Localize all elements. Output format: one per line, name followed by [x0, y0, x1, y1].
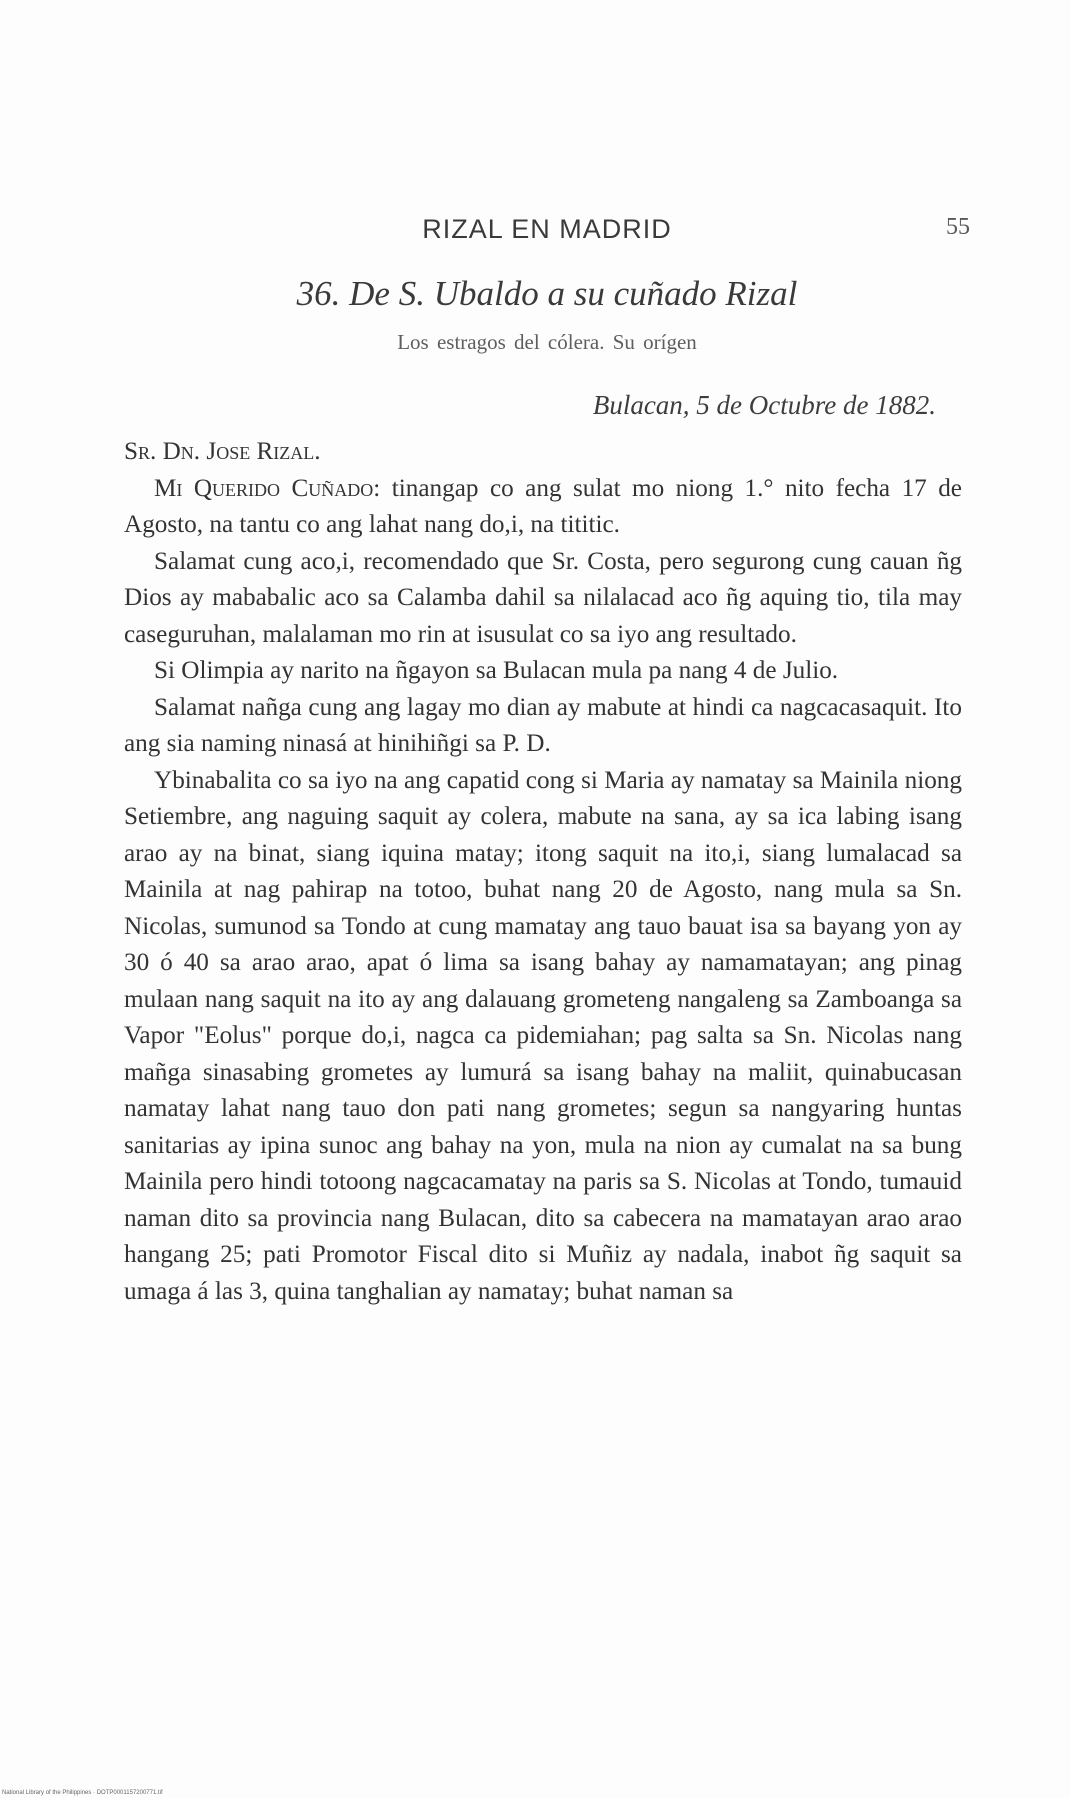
paragraph-3: Si Olimpia ay narito na ñgayon sa Bulacan mula pa nang 4 de Julio.	[154, 657, 839, 684]
letter-body	[124, 434, 962, 1310]
scan-credit: National Library of the Philippines · DOTP0001157200771.tif	[2, 1790, 163, 1796]
letter-salutation: Sr. Dn. Jose Rizal.	[124, 438, 321, 465]
running-title: RIZAL EN MADRID	[422, 214, 672, 244]
letter-subtitle: Los estragos del cólera. Su orígen	[397, 330, 697, 354]
paragraph-5: Ybinabalita co sa iyo na ang capatid cong si Maria ay namatay sa Mainila niong Setiembre, ang naguing saquit ay colera, mabute na sana, ay sa ica labing isang arao ay na binat, siang iquina matay; itong saquit na ito,i, siang lumalacad sa Mainila at nag pahirap na totoo, buhat nang 20 de Agosto, nang mula sa Sn. Nicolas, sumunod sa Tondo at cung mamatay ang tauo bauat isa sa bayang yon ay 30 ó 40 sa arao arao, apat ó lima sa isang bahay ay namamatayan; ang pinag mulaan nang saquit na ito ay ang dalauang grometeng nangaleng sa Zamboanga sa Vapor "Eolus" porque do,i, nagca ca pidemiahan; pag salta sa Sn. Nicolas nang mañga sinasabing grometes ay lumurá sa isang bahay na maliit, quinabucasan namatay lahat nang tauo don pati nang grometes; segun sa nangyaring huntas sanitarias ay ipina sunoc ang bahay na yon, mula na nion ay cumalat na sa bung Mainila pero hindi totoong nagcacamatay na paris sa S. Nicolas at Tondo, tumauid naman dito sa provincia nang Bulacan, dito sa cabecera na mamatayan arao arao hangang 25; pati Promotor Fiscal dito si Muñiz ay nadala, inabot ñg saquit sa umaga á las 3, quina tanghalian ay namatay; buhat naman sa	[124, 766, 962, 1305]
paragraph-4: Salamat nañga cung ang lagay mo dian ay mabute at hindi ca nagcacasaquit. Ito ang sia naming ninasá at hinihiñgi sa P. D.	[124, 693, 962, 757]
running-head	[124, 214, 970, 248]
page-number: 55	[946, 214, 970, 240]
letter-greeting: Mi Querido Cuñado:	[154, 474, 381, 502]
letter-title: 36. De S. Ubaldo a su cuñado Rizal	[296, 274, 798, 313]
paragraph-2: Salamat cung aco,i, recomendado que Sr. Costa, pero segurong cung cauan ñg Dios ay mababalic aco sa Calamba dahil sa nilalacad aco ñg aquing tio, tila may caseguruhan, malalaman mo rin at isusulat co sa iyo ang resultado.	[124, 547, 962, 648]
paragraph-1-text: tinangap co ang sulat mo niong 1.° nito fecha 17 de Agosto, na tantu co ang lahat nang do,i, na tititic.	[124, 474, 962, 538]
paragraph-1	[124, 471, 962, 544]
letter-dateline: Bulacan, 5 de Octubre de 1882.	[592, 390, 936, 420]
